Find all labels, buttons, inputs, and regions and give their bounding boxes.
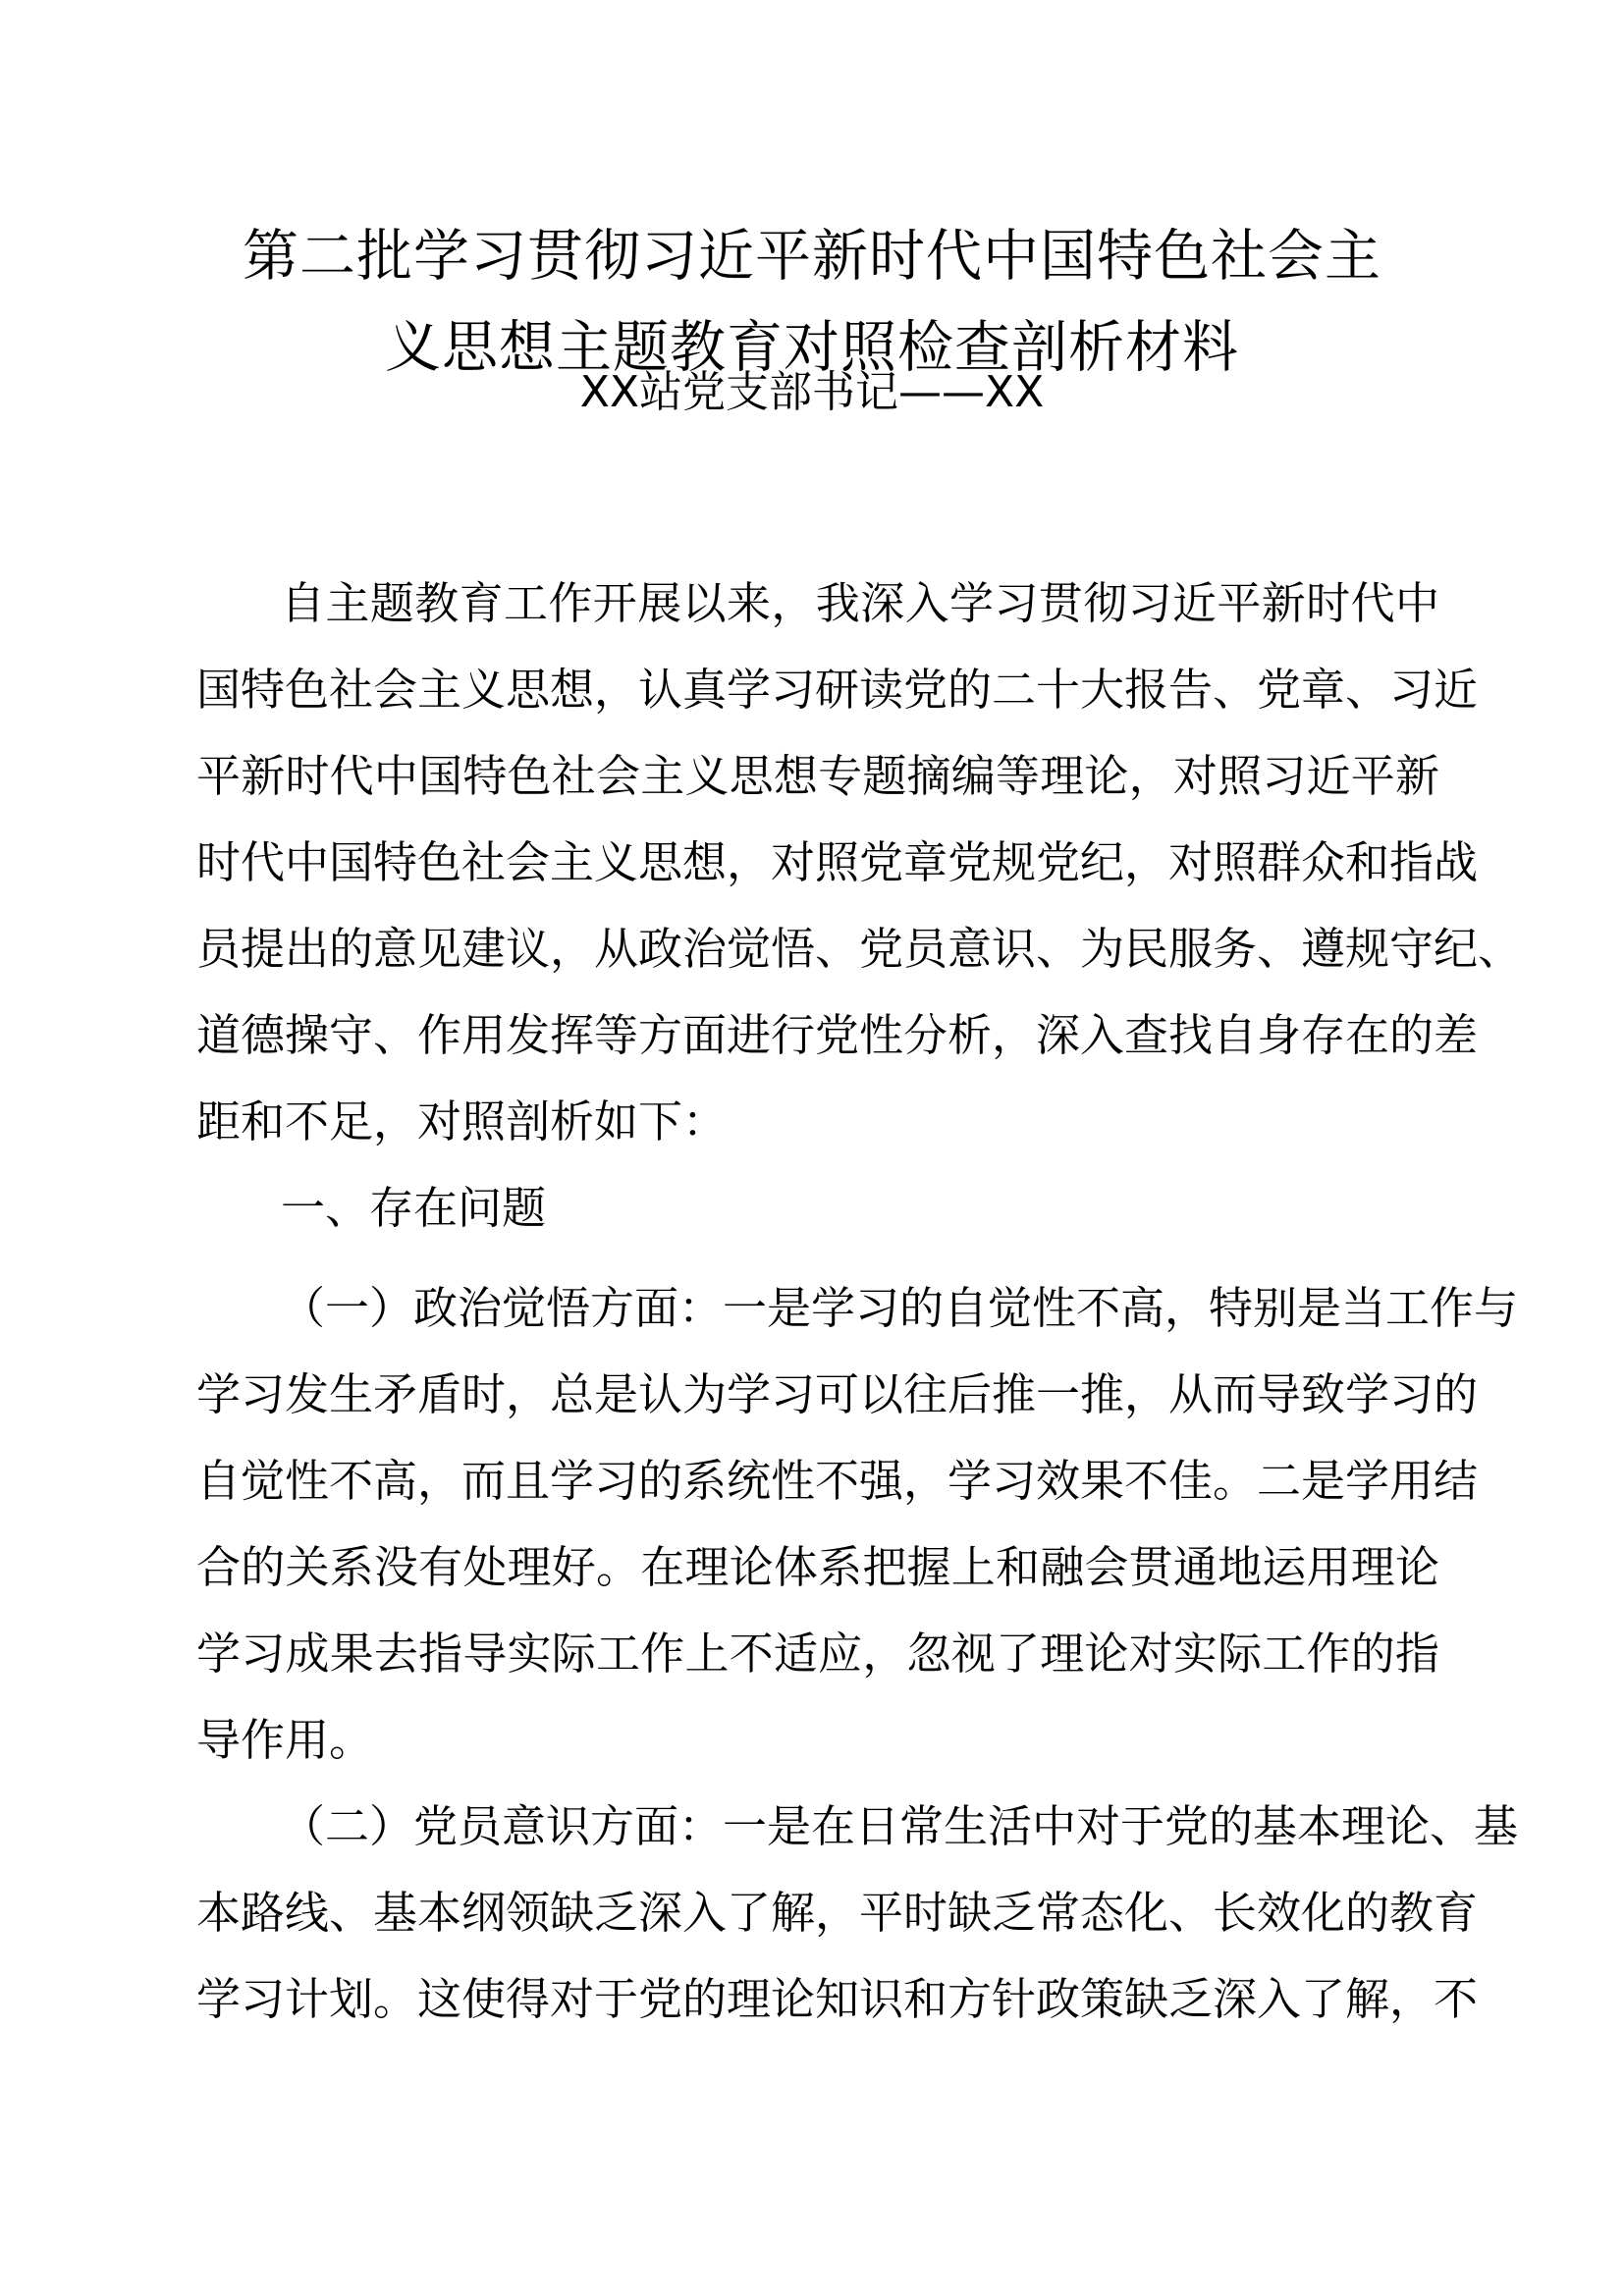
paragraph-line: 自主题教育工作开展以来，我深入学习贯彻习近平新时代中 [281, 577, 1439, 629]
paragraph-line: 本路线、基本纲领缺乏深入了解，平时缺乏常态化、长效化的教育 [196, 1887, 1479, 1939]
paragraph-line: （二）党员意识方面：一是在日常生活中对于党的基本理论、基 [281, 1800, 1519, 1852]
document-body [196, 561, 1523, 2043]
paragraph-line: 导作用。 [196, 1714, 374, 1766]
paragraph-line: 国特色社会主义思想，认真学习研读党的二十大报告、党章、习近 [196, 664, 1479, 716]
paragraph-line: 学习发生矛盾时，总是认为学习可以往后推一推，从而导致学习的 [196, 1368, 1479, 1420]
document-author: XX站党支部书记——XX [579, 367, 1045, 417]
paragraph-line: 学习计划。这使得对于党的理论知识和方针政策缺乏深入了解，不 [196, 1973, 1479, 2025]
paragraph-line: 员提出的意见建议，从政治觉悟、党员意识、为民服务、遵规守纪、 [196, 923, 1523, 975]
section-heading: 一、存在问题 [281, 1182, 547, 1234]
paragraph-line: 道德操守、作用发挥等方面进行党性分析，深入查找自身存在的差 [196, 1009, 1479, 1061]
paragraph-line: 学习成果去指导实际工作上不适应，忽视了理论对实际工作的指 [196, 1628, 1439, 1680]
document-title-line-2: 义思想主题教育对照检查剖析材料 [385, 315, 1239, 380]
document-title-line-1: 第二批学习贯彻习近平新时代中国特色社会主 [243, 224, 1381, 289]
paragraph-line: 距和不足，对照剖析如下： [196, 1095, 728, 1148]
item-political-awareness [196, 1265, 1519, 1784]
paragraph-line: 时代中国特色社会主义思想，对照党章党规党纪，对照群众和指战 [196, 836, 1479, 888]
item-party-member-awareness [196, 1784, 1519, 2043]
intro-paragraph [196, 561, 1523, 1165]
paragraph-line: 自觉性不高，而且学习的系统性不强，学习效果不佳。二是学用结 [196, 1455, 1479, 1507]
paragraph-line: （一）政治觉悟方面：一是学习的自觉性不高，特别是当工作与 [281, 1282, 1519, 1334]
paragraph-line: 合的关系没有处理好。在理论体系把握上和融会贯通地运用理论 [196, 1541, 1439, 1593]
paragraph-line: 平新时代中国特色社会主义思想专题摘编等理论，对照习近平新 [196, 750, 1439, 802]
